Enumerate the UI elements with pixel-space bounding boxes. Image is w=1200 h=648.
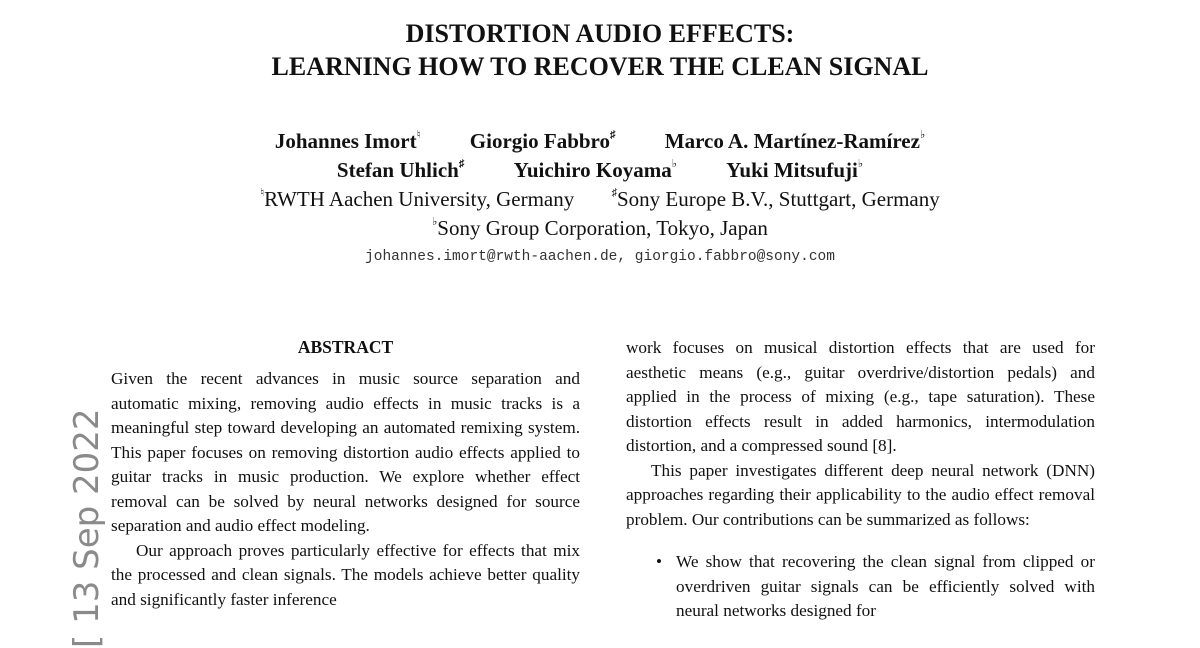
right-column bbox=[626, 336, 1095, 624]
affiliation-mark: ♮ bbox=[260, 187, 265, 199]
author-name: Yuichiro Koyama♭ bbox=[513, 158, 677, 182]
affiliation-mark: ♭ bbox=[432, 216, 438, 228]
affiliation: ♮RWTH Aachen University, Germany bbox=[260, 187, 575, 211]
authors-row-1 bbox=[0, 127, 1200, 155]
list-item bbox=[626, 550, 1095, 624]
affiliation-mark: ♯ bbox=[458, 158, 465, 170]
list-item-text: We show that recovering the clean signal from clipped or overdriven guitar signals can be efficiently solved with neural networks designed for bbox=[676, 552, 1095, 620]
author-emails: johannes.imort@rwth-aachen.de, giorgio.fabbro@sony.com bbox=[365, 249, 835, 265]
contributions-list bbox=[626, 550, 1095, 624]
author-name: Yuki Mitsufuji♭ bbox=[726, 158, 864, 182]
affiliations-row-1 bbox=[0, 185, 1200, 213]
author-name: Johannes Imort♮ bbox=[274, 129, 421, 153]
affiliation: ♭Sony Group Corporation, Tokyo, Japan bbox=[432, 216, 768, 240]
left-column bbox=[111, 336, 580, 612]
author-name: Giorgio Fabbro♯ bbox=[469, 129, 616, 153]
affiliations-row-2 bbox=[0, 214, 1200, 242]
arxiv-side-stamp: [ 13 Sep 2022 bbox=[67, 408, 107, 648]
intro-paragraph-2: This paper investigates different deep neural network (DNN) approaches regarding their applicability to the audio effect removal problem. Our contributions can be summarized as follows: bbox=[626, 460, 1095, 529]
affiliation-mark: ♭ bbox=[919, 129, 926, 141]
affiliation-mark: ♯ bbox=[610, 129, 616, 141]
author-name: Marco A. Martínez-Ramírez♭ bbox=[664, 129, 926, 153]
abstract-paragraph-1: Given the recent advances in music source separation and automatic mixing, removing audio effects in music tracks is a meaningful step toward developing an automated remixing system. This paper focuses on removing distortion audio effects applied to guitar tracks in music production. We explore whether effect removal can be solved by neural networks designed for source separation and audio effect modeling. bbox=[111, 369, 580, 535]
author-name: Stefan Uhlich♯ bbox=[336, 158, 465, 182]
abstract-paragraph-2: Our approach proves particularly effective for effects that mix the processed and clean signals. The models achieve better quality and significantly faster inference bbox=[111, 540, 580, 609]
affiliation-mark: ♭ bbox=[857, 158, 864, 170]
affiliation-mark: ♮ bbox=[416, 129, 421, 141]
abstract-heading: ABSTRACT bbox=[297, 337, 394, 357]
intro-paragraph-1: work focuses on musical distortion effects that are used for aesthetic means (e.g., guitar overdrive/distortion pedals) and applied in the process of mixing (e.g., tape saturation). These distortion effects result in added harmonics, intermodulation distortion, and a compressed sound [8]. bbox=[626, 338, 1095, 455]
bullet-icon: • bbox=[656, 552, 663, 571]
paper-title-line-2: LEARNING HOW TO RECOVER THE CLEAN SIGNAL bbox=[271, 52, 929, 81]
authors-row-2 bbox=[0, 156, 1200, 184]
affiliation-mark: ♭ bbox=[671, 158, 677, 170]
affiliation-mark: ♯ bbox=[611, 187, 617, 199]
affiliation: ♯Sony Europe B.V., Stuttgart, Germany bbox=[611, 187, 940, 211]
paper-title-line-1: DISTORTION AUDIO EFFECTS: bbox=[405, 19, 795, 48]
